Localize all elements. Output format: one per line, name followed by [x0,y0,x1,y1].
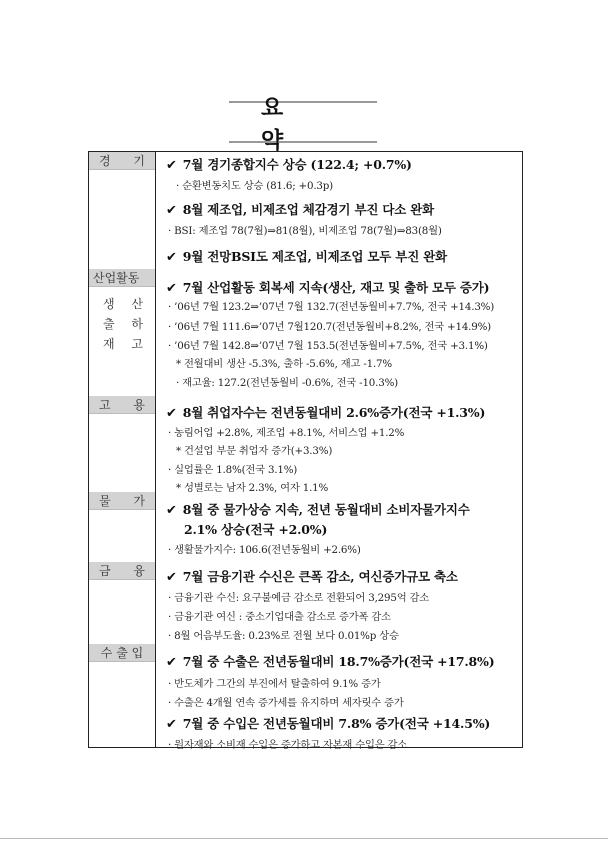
prices-headline: ✔ 8월 중 물가상승 지속, 전년 동월대비 소비자물가지수 [166,502,470,518]
page-footer-rule [0,838,608,839]
prices-headline-cont: 2.1% 상승(전국 +2.0%) [184,522,328,537]
category-column [89,152,156,747]
category-industry: 산업활동 [89,269,155,287]
employment-detail-1: · 농림어업 +2.8%, 제조업 +8.1%, 서비스업 +1.2% [168,427,405,439]
employment-note-1: * 건설업 부문 취업자 증가(+3.3%) [176,445,333,457]
category-finance: 금 융 [89,562,155,580]
trade-import-headline: ✔ 7월 중 수입은 전년동월대비 7.8% 증가(전국 +14.5%) [166,716,491,732]
page-title: 요 약 [261,95,316,154]
sublabel-shipment: 출 하 [103,317,143,331]
summary-table [88,151,523,751]
economy-detail-2: · BSI: 제조업 78(7월)⇒81(8월), 비제조업 78(7월)⇒83(8월) [168,225,442,237]
finance-headline: ✔ 7월 금융기관 수신은 큰폭 감소, 여신증가규모 축소 [166,569,458,585]
industry-detail-production: · ’06년 7월 123.2⇒’07년 7월 132.7(전년동월비+7.7%, 전국 +14.3%) [168,301,495,313]
category-economy: 경 기 [89,152,155,170]
summary-content [156,152,522,751]
finance-detail-1: · 금융기관 수신: 요구불예금 감소로 전환되어 3,295억 감소 [168,592,430,604]
industry-headline: ✔ 7월 산업활동 회복세 지속(생산, 재고 및 출하 모두 증가) [166,280,490,296]
industry-inventory-ratio: · 재고율: 127.2(전년동월비 -0.6%, 전국 -10.3%) [176,377,398,389]
sublabel-production: 생 산 [103,297,143,311]
category-prices: 물 가 [89,492,155,510]
industry-note: * 전월대비 생산 -5.3%, 출하 -5.6%, 재고 -1.7% [176,358,392,370]
economy-headline-2: ✔ 8월 제조업, 비제조업 체감경기 부진 다소 완화 [166,202,435,218]
economy-detail-1: · 순환변동치도 상승 (81.6; +0.3p) [176,180,333,192]
title-box [229,95,377,154]
finance-detail-2: · 금융기관 여신 : 중소기업대출 감소로 증가폭 감소 [168,611,391,623]
prices-detail: · 생활물가지수: 106.6(전년동월비 +2.6%) [168,544,361,556]
trade-export-headline: ✔ 7월 중 수출은 전년동월대비 18.7%증가(전국 +17.8%) [166,654,495,670]
finance-detail-3: · 8월 어음부도율: 0.23%로 전월 보다 0.01%p 상승 [168,630,399,642]
category-trade: 수 출 입 [89,644,155,662]
trade-export-detail-2: · 수출은 4개월 연속 증가세를 유지하며 세자릿수 증가 [168,697,404,709]
industry-detail-inventory: · ’06년 7월 142.8⇒’07년 7월 153.5(전년동월비+7.5%, 전국 +3.1%) [168,340,488,352]
employment-headline: ✔ 8월 취업자수는 전년동월대비 2.6%증가(전국 +1.3%) [166,405,486,421]
economy-headline-3: ✔ 9월 전망BSI도 제조업, 비제조업 모두 부진 완화 [166,249,447,265]
sublabel-inventory: 재 고 [103,337,143,351]
employment-note-2: * 성별로는 남자 2.3%, 여자 1.1% [176,482,329,494]
economy-headline-1: ✔ 7월 경기종합지수 상승 (122.4; +0.7%) [166,157,412,173]
industry-detail-shipment: · ’06년 7월 111.6⇒’07년 7월120.7(전년동월비+8.2%, 전국 +14.9%) [168,321,491,333]
category-employment: 고 용 [89,396,155,414]
trade-export-detail-1: · 반도체가 그간의 부진에서 탈출하여 9.1% 증가 [168,678,381,690]
trade-import-detail: · 원자재와 소비재 수입은 증가하고 자본재 수입은 감소 [168,739,408,751]
employment-detail-2: · 실업률은 1.8%(전국 3.1%) [168,464,298,476]
